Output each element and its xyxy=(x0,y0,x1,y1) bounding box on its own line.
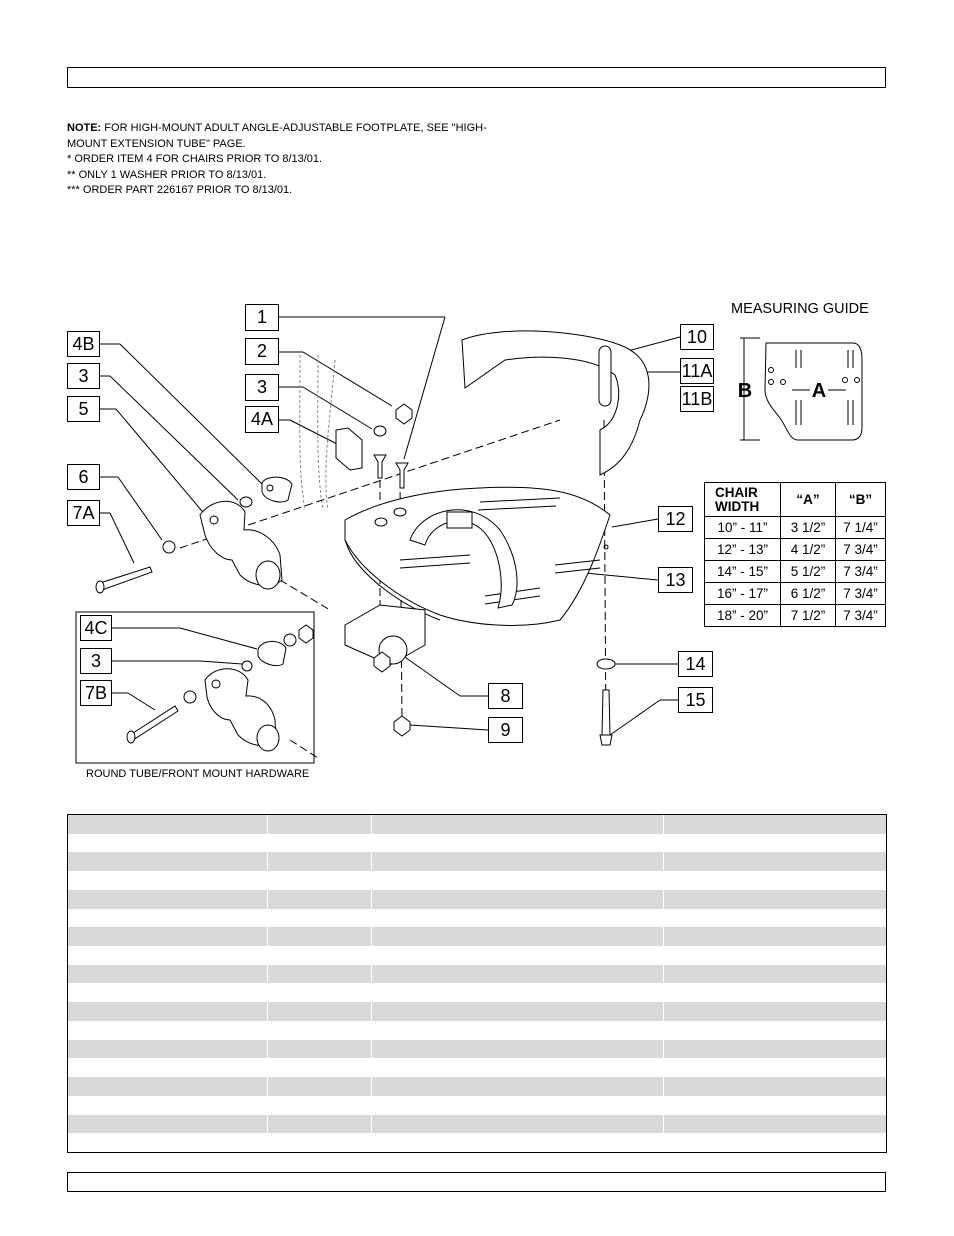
table-cell xyxy=(68,1115,268,1134)
table-row xyxy=(705,561,886,583)
table-cell xyxy=(268,909,372,928)
cell-width: 14” - 15” xyxy=(705,561,781,583)
table-cell xyxy=(664,834,886,853)
cell-b: 7 1/4” xyxy=(836,517,886,539)
table-row xyxy=(68,871,886,890)
callout-1: 1 xyxy=(245,304,279,331)
cell-width: 16” - 17” xyxy=(705,583,781,605)
callout-3-left: 3 xyxy=(67,363,100,389)
callout-4b: 4B xyxy=(67,331,100,357)
header-a: “A” xyxy=(781,483,836,517)
table-cell xyxy=(68,965,268,984)
table-cell xyxy=(372,909,664,928)
callout-6: 6 xyxy=(67,464,100,490)
cell-width: 10” - 11” xyxy=(705,517,781,539)
table-cell xyxy=(664,984,886,1003)
table-cell xyxy=(664,1058,886,1077)
table-row xyxy=(68,1096,886,1115)
table-row xyxy=(705,605,886,627)
table-cell xyxy=(372,927,664,946)
table-cell xyxy=(372,1021,664,1040)
table-row xyxy=(705,583,886,605)
table-cell xyxy=(268,1115,372,1134)
table-cell xyxy=(664,890,886,909)
table-cell xyxy=(372,946,664,965)
callout-9: 9 xyxy=(488,717,523,743)
table-cell xyxy=(664,1115,886,1134)
table-cell xyxy=(372,1040,664,1059)
table-cell xyxy=(68,1040,268,1059)
table-cell xyxy=(372,815,664,834)
note-line-3: *** ORDER PART 226167 PRIOR TO 8/13/01. xyxy=(67,184,293,196)
table-row xyxy=(68,1115,886,1134)
table-cell xyxy=(68,1077,268,1096)
cell-width: 18” - 20” xyxy=(705,605,781,627)
table-row xyxy=(68,834,886,853)
table-cell xyxy=(372,965,664,984)
measuring-guide-title: MEASURING GUIDE xyxy=(731,301,869,317)
table-row xyxy=(68,927,886,946)
table-cell xyxy=(68,1096,268,1115)
table-cell xyxy=(268,1058,372,1077)
callout-15: 15 xyxy=(678,687,713,713)
cell-b: 7 3/4” xyxy=(836,539,886,561)
cell-b: 7 3/4” xyxy=(836,583,886,605)
table-row xyxy=(68,1058,886,1077)
cell-a: 4 1/2” xyxy=(781,539,836,561)
table-cell xyxy=(68,984,268,1003)
table-cell xyxy=(268,871,372,890)
table-cell xyxy=(268,1021,372,1040)
cell-b: 7 3/4” xyxy=(836,605,886,627)
table-cell xyxy=(268,815,372,834)
header-chair-width: CHAIR WIDTH xyxy=(705,483,781,517)
table-row xyxy=(68,909,886,928)
callout-12: 12 xyxy=(658,506,693,532)
table-cell xyxy=(68,1002,268,1021)
cell-a: 6 1/2” xyxy=(781,583,836,605)
table-cell xyxy=(68,1058,268,1077)
table-cell xyxy=(372,890,664,909)
table-cell xyxy=(68,946,268,965)
table-cell xyxy=(268,965,372,984)
table-row xyxy=(68,1040,886,1059)
table-row xyxy=(68,815,886,834)
table-cell xyxy=(68,890,268,909)
callout-14: 14 xyxy=(678,651,713,677)
table-row xyxy=(68,946,886,965)
table-row xyxy=(68,1077,886,1096)
table-cell xyxy=(372,1096,664,1115)
table-cell xyxy=(372,871,664,890)
table-cell xyxy=(268,1040,372,1059)
table-row xyxy=(68,1021,886,1040)
table-cell xyxy=(68,927,268,946)
table-cell xyxy=(664,909,886,928)
table-cell xyxy=(664,965,886,984)
leader-line xyxy=(404,317,445,459)
callout-7a: 7A xyxy=(67,500,100,526)
cell-a: 7 1/2” xyxy=(781,605,836,627)
table-cell xyxy=(68,1133,268,1152)
table-row xyxy=(68,965,886,984)
table-cell xyxy=(664,815,886,834)
callout-2: 2 xyxy=(245,338,279,365)
table-cell xyxy=(664,1021,886,1040)
table-header-row xyxy=(705,483,886,517)
table-cell xyxy=(664,927,886,946)
table-cell xyxy=(664,1096,886,1115)
table-cell xyxy=(268,927,372,946)
table-cell xyxy=(268,890,372,909)
table-cell xyxy=(664,852,886,871)
table-cell xyxy=(268,984,372,1003)
table-row xyxy=(705,539,886,561)
table-cell xyxy=(68,852,268,871)
table-cell xyxy=(664,1002,886,1021)
table-cell xyxy=(68,834,268,853)
callout-8: 8 xyxy=(488,683,523,709)
guide-letter-a: A xyxy=(811,380,827,402)
callout-3-inset: 3 xyxy=(80,648,112,674)
cell-b: 7 3/4” xyxy=(836,561,886,583)
table-row xyxy=(705,517,886,539)
table-cell xyxy=(372,1058,664,1077)
table-cell xyxy=(664,871,886,890)
table-cell xyxy=(268,1096,372,1115)
note-text: FOR HIGH-MOUNT ADULT ANGLE-ADJUSTABLE FOOTPLATE, SEE "HIGH- xyxy=(101,122,487,134)
callout-10: 10 xyxy=(680,324,714,350)
table-cell xyxy=(372,1133,664,1152)
callout-4a: 4A xyxy=(245,406,279,433)
table-cell xyxy=(268,946,372,965)
table-row xyxy=(68,852,886,871)
note-line-2: ** ONLY 1 WASHER PRIOR TO 8/13/01. xyxy=(67,168,267,181)
table-cell xyxy=(68,871,268,890)
callout-3: 3 xyxy=(245,374,279,401)
note-line-cont: MOUNT EXTENSION TUBE" PAGE. xyxy=(67,137,246,150)
table-cell xyxy=(664,1133,886,1152)
table-cell xyxy=(372,1077,664,1096)
table-cell xyxy=(372,1115,664,1134)
inset-caption: ROUND TUBE/FRONT MOUNT HARDWARE xyxy=(86,768,310,780)
table-cell xyxy=(664,1077,886,1096)
table-cell xyxy=(372,834,664,853)
table-cell xyxy=(664,946,886,965)
table-cell xyxy=(68,909,268,928)
callout-11a: 11A xyxy=(680,358,714,384)
header-b: “B” xyxy=(836,483,886,517)
table-cell xyxy=(372,852,664,871)
measuring-guide-table xyxy=(704,482,886,627)
table-row xyxy=(68,1002,886,1021)
callout-7b: 7B xyxy=(80,680,112,706)
table-cell xyxy=(268,834,372,853)
cell-a: 5 1/2” xyxy=(781,561,836,583)
table-cell xyxy=(268,1133,372,1152)
callout-11b: 11B xyxy=(680,386,714,412)
table-cell xyxy=(268,852,372,871)
guide-letter-b: B xyxy=(737,380,753,402)
table-cell xyxy=(68,815,268,834)
table-cell xyxy=(372,1002,664,1021)
table-cell xyxy=(664,1040,886,1059)
table-cell xyxy=(68,1021,268,1040)
callout-13: 13 xyxy=(658,567,693,593)
table-cell xyxy=(268,1077,372,1096)
table-row xyxy=(68,984,886,1003)
callout-5: 5 xyxy=(67,396,100,422)
cell-width: 12” - 13” xyxy=(705,539,781,561)
table-cell xyxy=(268,1002,372,1021)
table-cell xyxy=(372,984,664,1003)
note-label: NOTE: xyxy=(67,122,102,134)
callout-4c: 4C xyxy=(80,615,112,641)
note-line-1: * ORDER ITEM 4 FOR CHAIRS PRIOR TO 8/13/01. xyxy=(67,153,323,165)
parts-table xyxy=(67,814,887,1153)
table-row xyxy=(68,1133,886,1152)
table-row xyxy=(68,890,886,909)
cell-a: 3 1/2” xyxy=(781,517,836,539)
